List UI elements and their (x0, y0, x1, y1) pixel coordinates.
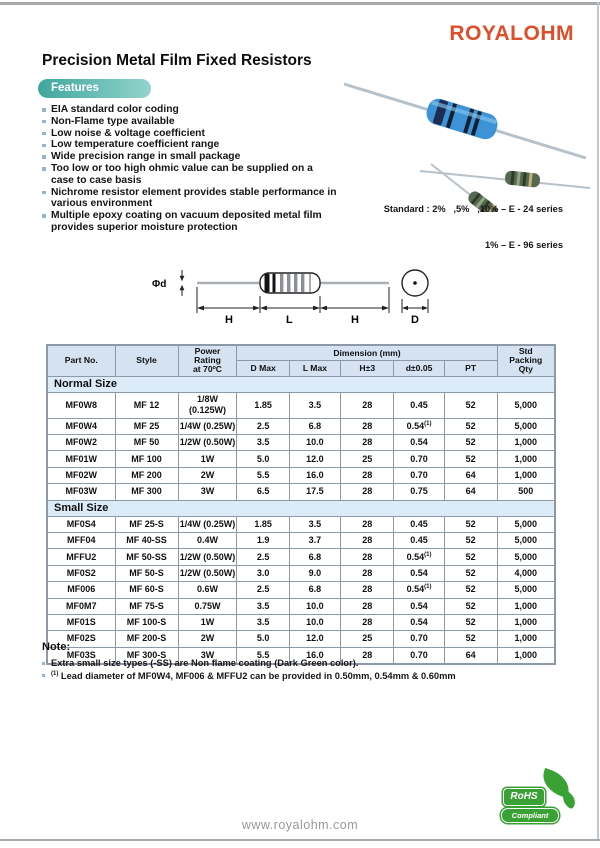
table-cell: 10.0 (289, 435, 340, 451)
table-cell: 1/4W (0.25W) (178, 516, 237, 532)
table-cell: 6.5 (237, 484, 289, 500)
table-cell: MF 300-S (115, 647, 178, 664)
table-cell: MF 100-S (115, 614, 178, 630)
table-header-row (47, 345, 555, 361)
col-header-power: Power Rating at 70ºC (178, 345, 237, 376)
col-header-pt: PT (444, 361, 497, 376)
rohs-label: RoHS (503, 788, 545, 806)
table-cell: 25 (341, 451, 394, 467)
table-cell: MF 100 (115, 451, 178, 467)
col-header-part-no: Part No. (47, 345, 115, 376)
table-cell: 10.0 (289, 614, 340, 630)
table-section-row: Small Size (47, 500, 555, 516)
table-cell: 64 (444, 467, 497, 483)
table-cell: 0.54 (394, 614, 444, 630)
table-cell: 1.85 (237, 392, 289, 418)
table-cell: 64 (444, 647, 497, 664)
table-row (47, 467, 555, 483)
note-title: Note: (42, 641, 71, 653)
table-cell: MF0S4 (47, 516, 115, 532)
table-cell: 52 (444, 549, 497, 565)
table-cell: 28 (341, 392, 394, 418)
table-cell: 5,000 (497, 549, 555, 565)
table-cell: 3W (178, 484, 237, 500)
table-cell: 52 (444, 516, 497, 532)
table-cell: 0.54 (394, 565, 444, 581)
table-cell: 0.75W (178, 598, 237, 614)
table-cell: 28 (341, 516, 394, 532)
table-row (47, 565, 555, 581)
table-cell: 52 (444, 631, 497, 647)
feature-item: Wide precision range in small package (42, 151, 338, 163)
table-cell: 3.0 (237, 565, 289, 581)
table-cell: 5.5 (237, 647, 289, 664)
table-row (47, 598, 555, 614)
dim-h-right-label: H (351, 314, 359, 326)
table-cell: 5,000 (497, 532, 555, 548)
table-cell: 5,000 (497, 418, 555, 434)
table-cell: 1.9 (237, 532, 289, 548)
table-cell: 0.70 (394, 631, 444, 647)
top-divider (0, 2, 600, 5)
table-cell: 1,000 (497, 647, 555, 664)
table-cell: 52 (444, 598, 497, 614)
table-cell: 1,000 (497, 467, 555, 483)
table-cell: MF 25-S (115, 516, 178, 532)
table-cell: 16.0 (289, 467, 340, 483)
col-header-packing: Std Packing Qty (497, 345, 555, 376)
table-cell: 0.70 (394, 467, 444, 483)
table-cell: 52 (444, 532, 497, 548)
table-cell: MF 300 (115, 484, 178, 500)
table-cell: 1/2W (0.50W) (178, 549, 237, 565)
right-page-edge (597, 2, 599, 840)
table-row (47, 484, 555, 500)
table-cell: 17.5 (289, 484, 340, 500)
table-cell: 52 (444, 451, 497, 467)
feature-item: Multiple epoxy coating on vacuum deposited metal film provides superior moisture protection (42, 210, 338, 234)
table-cell: 0.45 (394, 532, 444, 548)
table-cell: 52 (444, 565, 497, 581)
table-cell: 28 (341, 582, 394, 598)
table-cell: 1,000 (497, 435, 555, 451)
table-cell: 0.54 (394, 598, 444, 614)
table-cell: 52 (444, 418, 497, 434)
spec-table (46, 344, 556, 665)
table-row (47, 532, 555, 548)
table-cell: MF006 (47, 582, 115, 598)
col-header-dimension-group: Dimension (mm) (237, 345, 497, 361)
table-cell: 5,000 (497, 516, 555, 532)
table-cell: 52 (444, 435, 497, 451)
table-cell: MF03S (47, 647, 115, 664)
table-cell: 0.54 (394, 435, 444, 451)
table-cell: 52 (444, 392, 497, 418)
table-cell: 3.5 (237, 435, 289, 451)
col-header-d-lead: d±0.05 (394, 361, 444, 376)
note-list (42, 657, 522, 682)
table-cell: 3W (178, 647, 237, 664)
table-cell: MF0W4 (47, 418, 115, 434)
table-cell: 64 (444, 484, 497, 500)
col-header-d-max: D Max (237, 361, 289, 376)
rohs-compliant-label: Compliant (501, 808, 559, 823)
table-cell: 0.75 (394, 484, 444, 500)
table-cell: 0.70 (394, 451, 444, 467)
standard-line-1: Standard : 2% ,5% ,10% – E - 24 series (383, 204, 563, 214)
table-cell: MF 25 (115, 418, 178, 434)
table-cell: MF0W2 (47, 435, 115, 451)
features-list (42, 104, 338, 234)
table-cell: MF 50-S (115, 565, 178, 581)
table-cell: 2W (178, 467, 237, 483)
table-row (47, 392, 555, 418)
table-cell: 28 (341, 467, 394, 483)
table-cell: 1W (178, 614, 237, 630)
table-cell: MF 200-S (115, 631, 178, 647)
table-cell: 1/4W (0.25W) (178, 418, 237, 434)
table-cell: 28 (341, 598, 394, 614)
feature-item: Too low or too high ohmic value can be supplied on a case to case basis (42, 163, 338, 187)
table-cell: MF0W8 (47, 392, 115, 418)
table-cell: 2.5 (237, 582, 289, 598)
table-section-row: Normal Size (47, 376, 555, 392)
table-cell: MF0M7 (47, 598, 115, 614)
feature-item: Non-Flame type available (42, 116, 338, 128)
bottom-divider (0, 839, 600, 841)
table-cell: 2W (178, 631, 237, 647)
table-cell: MF02S (47, 631, 115, 647)
table-cell: MFFU2 (47, 549, 115, 565)
blue-resistor-body (424, 96, 500, 142)
table-cell: 1,000 (497, 598, 555, 614)
table-cell: 0.54$^{(1)}$ (394, 582, 444, 598)
table-row (47, 435, 555, 451)
table-row (47, 418, 555, 434)
table-cell: 52 (444, 582, 497, 598)
table-cell: 1,000 (497, 631, 555, 647)
table-cell: 0.54$^{(1)}$ (394, 418, 444, 434)
table-cell: 5.0 (237, 631, 289, 647)
footer-website-url: www.royalohm.com (241, 818, 359, 832)
table-cell: 16.0 (289, 647, 340, 664)
table-cell: 2.5 (237, 549, 289, 565)
table-cell: 0.70 (394, 647, 444, 664)
table-cell: 5.5 (237, 467, 289, 483)
table-cell: 28 (341, 435, 394, 451)
table-cell: MF 60-S (115, 582, 178, 598)
table-cell: 0.45 (394, 516, 444, 532)
note-item: $^{(1)}$ Lead diameter of MF0W4, MF006 & MFFU2 can be provided in 0.50mm, 0.54mm & 0.60mm (42, 670, 522, 683)
table-cell: 2.5 (237, 418, 289, 434)
standard-line-2: 1% – E - 96 series (484, 240, 563, 250)
table-cell: 1/2W (0.50W) (178, 435, 237, 451)
table-cell: 5.0 (237, 451, 289, 467)
table-cell: MF02W (47, 467, 115, 483)
table-cell: 1.85 (237, 516, 289, 532)
table-cell: 3.5 (289, 516, 340, 532)
table-cell: 0.45 (394, 392, 444, 418)
table-cell: MF 50 (115, 435, 178, 451)
table-row (47, 614, 555, 630)
table-cell: 3.7 (289, 532, 340, 548)
note-item: Extra small size types (-SS) are Non flame coating (Dark Green color). (42, 657, 522, 670)
table-cell: 28 (341, 418, 394, 434)
table-cell: 12.0 (289, 451, 340, 467)
table-cell: 1,000 (497, 614, 555, 630)
col-header-l-max: L Max (289, 361, 340, 376)
table-cell: 0.54$^{(1)}$ (394, 549, 444, 565)
table-cell: MFF04 (47, 532, 115, 548)
phi-d-label: Φd (152, 279, 167, 290)
table-cell: 52 (444, 614, 497, 630)
table-cell: 6.8 (289, 582, 340, 598)
table-cell: 28 (341, 647, 394, 664)
table-cell: 1W (178, 451, 237, 467)
table-row (47, 549, 555, 565)
table-cell: MF 40-SS (115, 532, 178, 548)
dimension-diagram (150, 258, 470, 330)
table-cell: 6.8 (289, 418, 340, 434)
table-row (47, 451, 555, 467)
features-badge: Features (38, 79, 151, 98)
dim-d-label: D (411, 314, 419, 326)
table-cell: 0.4W (178, 532, 237, 548)
dim-h-left-label: H (225, 314, 233, 326)
table-cell: 28 (341, 549, 394, 565)
feature-item: Nichrome resistor element provides stable performance in various environment (42, 187, 338, 211)
table-cell: MF03W (47, 484, 115, 500)
table-row (47, 516, 555, 532)
table-cell: 0.6W (178, 582, 237, 598)
table-cell: 28 (341, 614, 394, 630)
rohs-compliant-badge (501, 776, 567, 834)
feature-item: Low temperature coefficient range (42, 139, 338, 151)
table-cell: MF01W (47, 451, 115, 467)
table-cell: MF0S2 (47, 565, 115, 581)
table-cell: MF 50-SS (115, 549, 178, 565)
dim-l-label: L (286, 314, 293, 326)
table-cell: 6.8 (289, 549, 340, 565)
table-cell: 500 (497, 484, 555, 500)
col-header-h: H±3 (341, 361, 394, 376)
table-cell: MF01S (47, 614, 115, 630)
feature-item: Low noise & voltage coefficient (42, 128, 338, 140)
table-cell: MF 12 (115, 392, 178, 418)
table-cell: 3.5 (237, 598, 289, 614)
table-row (47, 582, 555, 598)
table-cell: 28 (341, 532, 394, 548)
table-cell: 5,000 (497, 582, 555, 598)
table-cell: 1/2W (0.50W) (178, 565, 237, 581)
table-cell: 12.0 (289, 631, 340, 647)
table-cell: 9.0 (289, 565, 340, 581)
note-block (42, 641, 522, 682)
col-header-style: Style (115, 345, 178, 376)
feature-item: EIA standard color coding (42, 104, 338, 116)
table-cell: 1,000 (497, 451, 555, 467)
table-cell: 10.0 (289, 598, 340, 614)
table-cell: 28 (341, 565, 394, 581)
table-cell: MF 200 (115, 467, 178, 483)
table-cell: 1/8W (0.125W) (178, 392, 237, 418)
table-cell: 3.5 (289, 392, 340, 418)
page-title: Precision Metal Film Fixed Resistors (42, 52, 312, 69)
table-cell: 3.5 (237, 614, 289, 630)
table-cell: MF 75-S (115, 598, 178, 614)
table-cell: 25 (341, 631, 394, 647)
table-cell: 28 (341, 484, 394, 500)
table-cell: 5,000 (497, 392, 555, 418)
brand-logo: ROYALOHM (449, 22, 574, 45)
table-cell: 4,000 (497, 565, 555, 581)
